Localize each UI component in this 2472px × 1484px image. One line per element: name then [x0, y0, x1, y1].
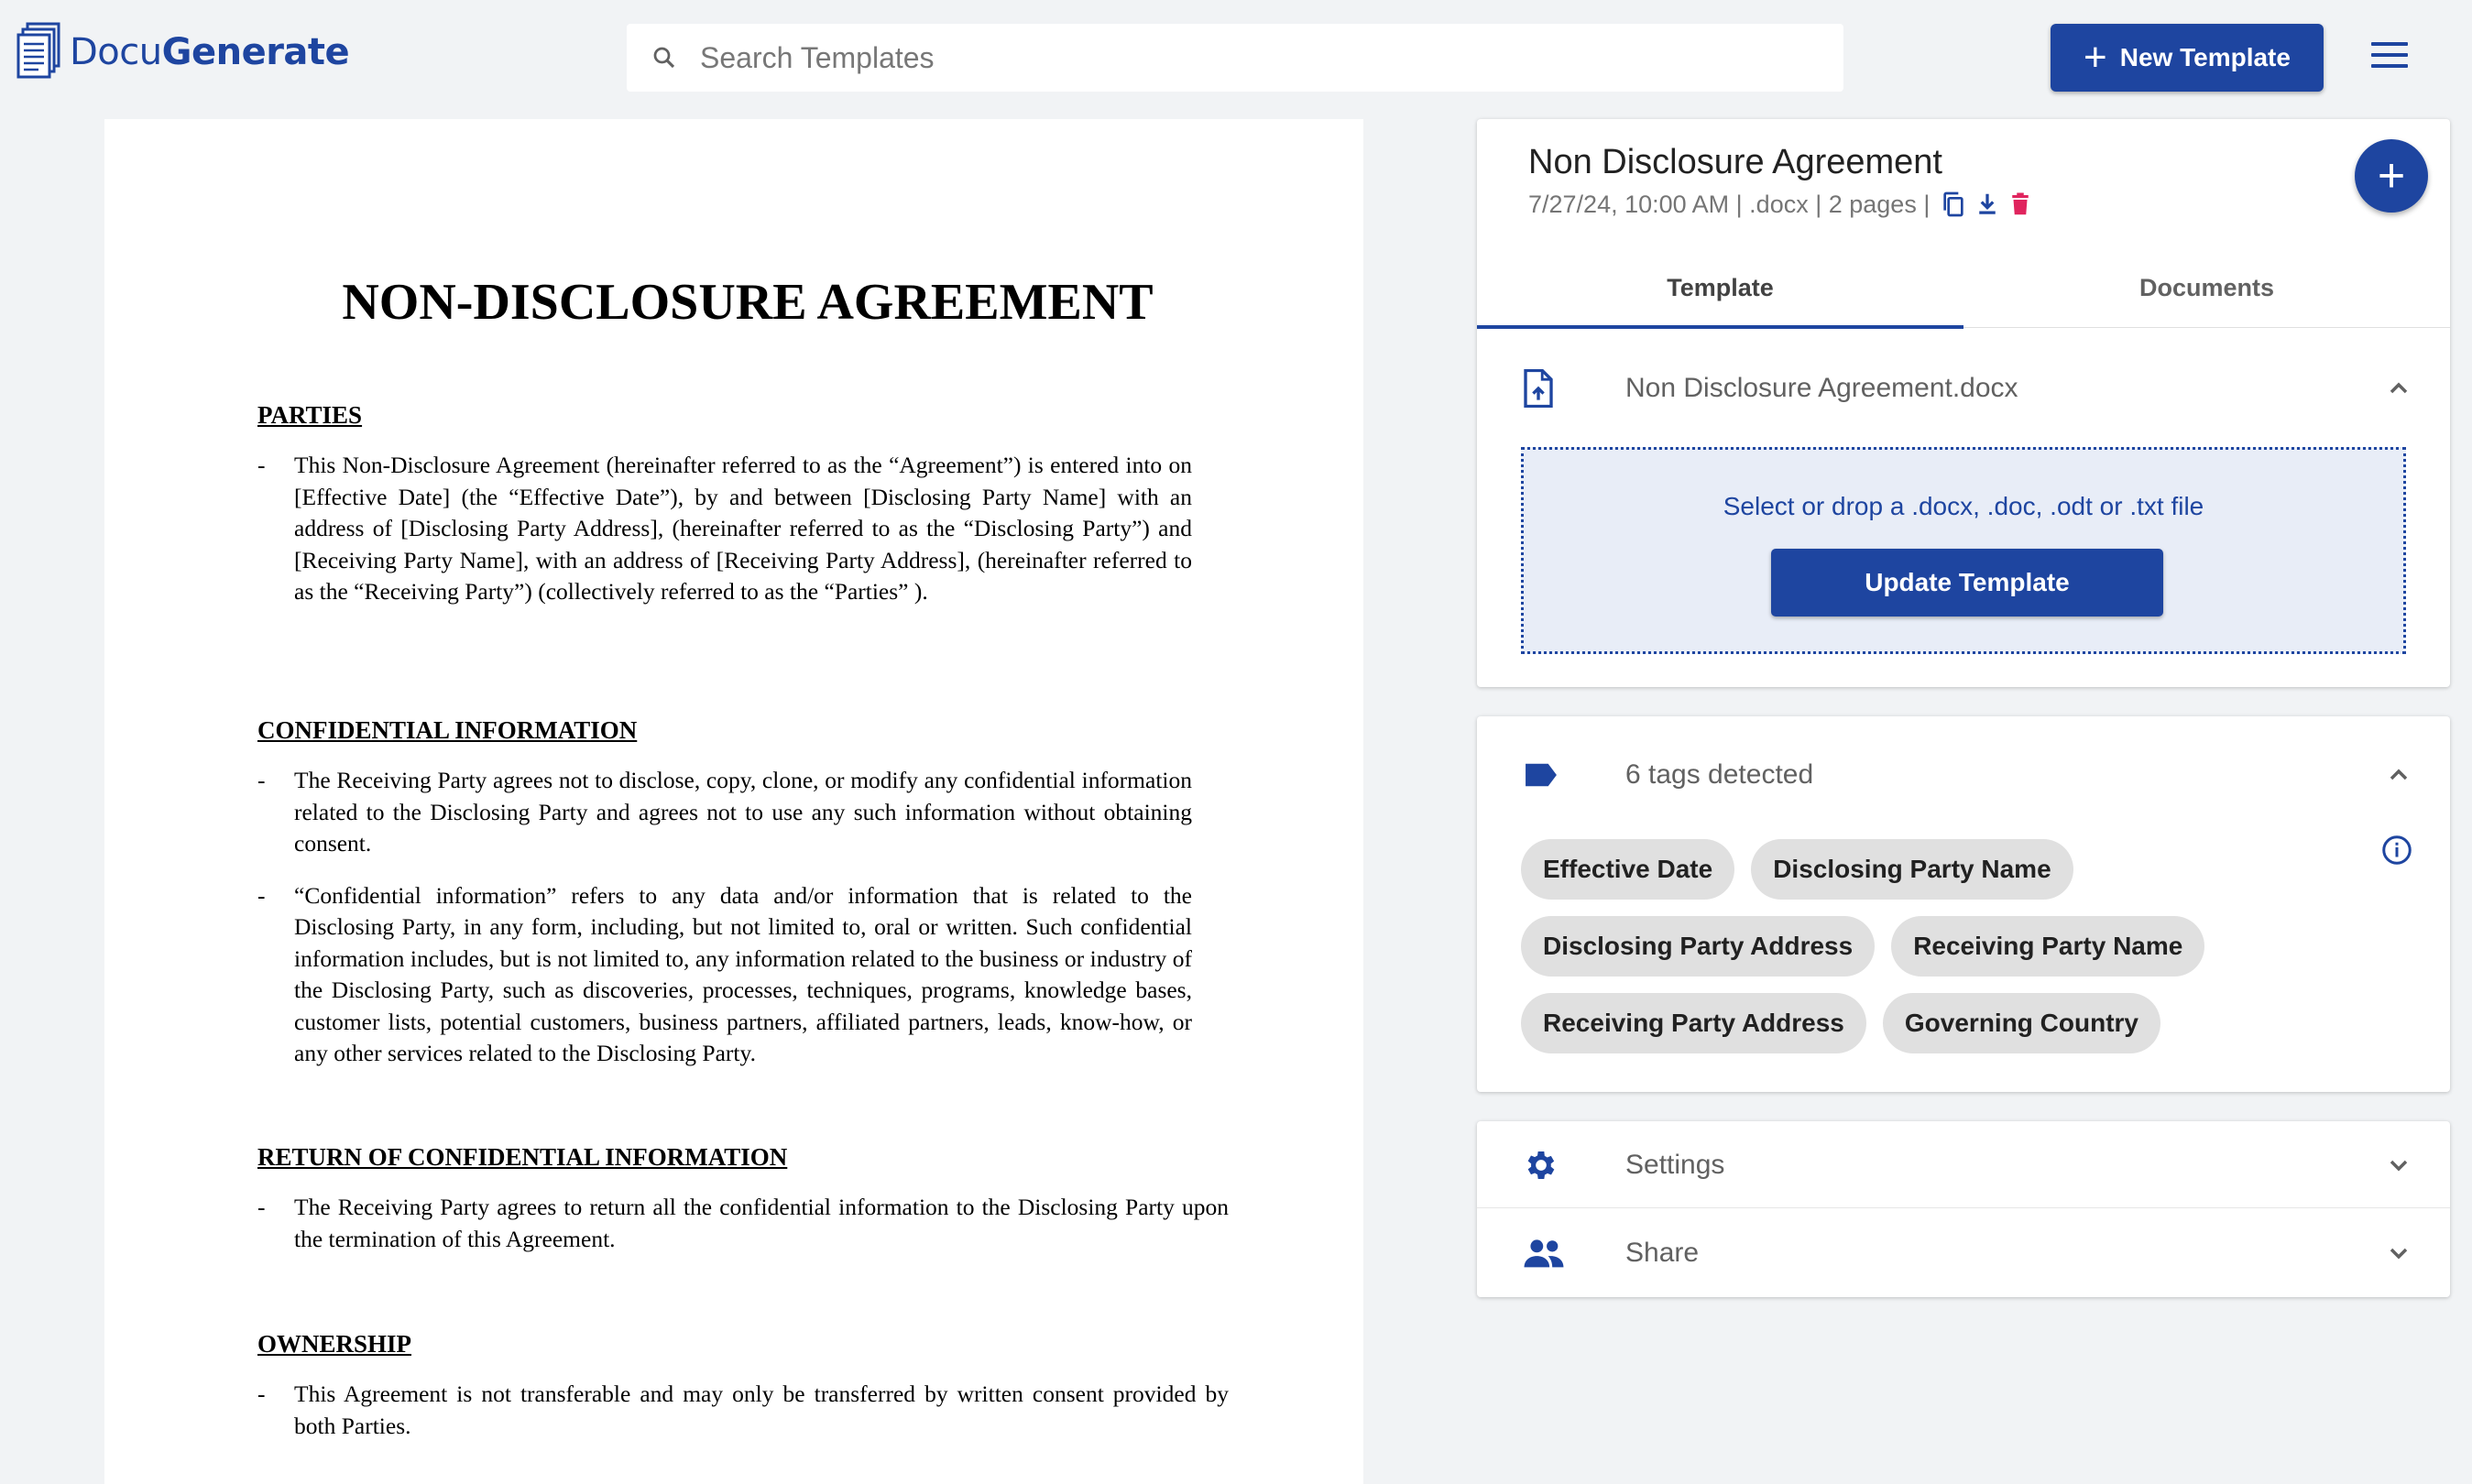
- template-title: Non Disclosure Agreement: [1528, 143, 1942, 181]
- document-title: NON-DISCLOSURE AGREEMENT: [342, 274, 1154, 331]
- document-preview: [104, 119, 1363, 1484]
- section-ownership: [257, 1330, 1229, 1462]
- tag-chip[interactable]: Disclosing Party Name: [1751, 839, 2073, 900]
- label-tag-icon: [1523, 760, 1559, 790]
- chevron-up-icon[interactable]: [2384, 760, 2413, 790]
- share-label: Share: [1625, 1238, 1700, 1268]
- section-heading: CONFIDENTIAL INFORMATION: [257, 716, 638, 744]
- template-file-name: Non Disclosure Agreement.docx: [1625, 373, 2018, 403]
- tab-template[interactable]: Template: [1477, 247, 1963, 328]
- hamburger-menu-icon[interactable]: [2371, 42, 2408, 71]
- documents-logo-icon: [16, 22, 62, 82]
- template-file-header[interactable]: [1477, 344, 2450, 432]
- download-icon[interactable]: [1974, 190, 2001, 219]
- update-template-button[interactable]: Update Template: [1771, 549, 2163, 617]
- add-fab-button[interactable]: [2355, 139, 2428, 213]
- tag-chip[interactable]: Governing Country: [1883, 993, 2160, 1053]
- share-header[interactable]: [1477, 1209, 2450, 1297]
- file-dropzone[interactable]: [1521, 447, 2406, 654]
- clause: - This Agreement is not transferable and may only be transferred by written consent provided by both Parties.: [257, 1379, 1229, 1442]
- settings-header[interactable]: [1477, 1121, 2450, 1209]
- dropzone-text: Select or drop a .docx, .doc, .odt or .txt file: [1723, 492, 2204, 520]
- tags-card: [1477, 716, 2450, 1092]
- template-meta: [1528, 189, 2034, 220]
- tag-chip[interactable]: Receiving Party Name: [1891, 916, 2204, 977]
- delete-icon[interactable]: [2007, 190, 2034, 219]
- divider: [1477, 1207, 2450, 1208]
- search-input[interactable]: [700, 41, 1799, 75]
- panel-tabs: [1477, 247, 2450, 328]
- plus-icon: +: [2084, 35, 2107, 80]
- new-template-label: New Template: [2119, 43, 2291, 71]
- tag-chip[interactable]: Disclosing Party Address: [1521, 916, 1875, 977]
- section-heading: RETURN OF CONFIDENTIAL INFORMATION: [257, 1143, 788, 1171]
- chevron-down-icon[interactable]: [2384, 1151, 2413, 1180]
- clause: - “Confidential information” refers to any data and/or information that is related to the Disclosing Party, in any form, including, but not limited to, oral or written. Such confidential information includes, but is not limited to, any information related to the business or industry of the Disclosing Party, such as discoveries, processes, techniques, programs, knowledge bases, customer lists, potential customers, business partners, affiliated partners, leads, know-how, or any other services related to the Disclosing Party.: [257, 880, 1192, 1070]
- new-template-button[interactable]: [2051, 24, 2324, 92]
- tag-chip[interactable]: Effective Date: [1521, 839, 1734, 900]
- section-confidential-information: [257, 716, 1229, 1090]
- section-heading: PARTIES: [257, 401, 363, 429]
- template-card: [1477, 119, 2450, 687]
- people-icon: [1523, 1237, 1565, 1270]
- section-parties: [257, 401, 1229, 628]
- tag-chip-list: [1521, 839, 2309, 1070]
- gear-icon: [1523, 1147, 1559, 1184]
- plus-icon: +: [2377, 149, 2406, 202]
- copy-icon[interactable]: [1939, 189, 1968, 220]
- tag-chip[interactable]: Receiving Party Address: [1521, 993, 1866, 1053]
- settings-share-card: [1477, 1121, 2450, 1297]
- tags-count: 6 tags detected: [1625, 759, 1814, 790]
- app-logo[interactable]: [16, 22, 349, 82]
- chevron-up-icon[interactable]: [2384, 374, 2413, 403]
- tab-documents[interactable]: Documents: [2138, 273, 2275, 301]
- chevron-down-icon[interactable]: [2384, 1238, 2413, 1268]
- clause: - This Non-Disclosure Agreement (hereinafter referred to as the “Agreement”) is entered into on [Effective Date] (the “Effective Date”), by and between [Disclosing Party Name] with an address of [Disclosing Party Address], (hereinafter referred to as the “Disclosing Party”) and [Receiving Party Name], with an address of [Receiving Party Address], (hereinafter referred to as the “Receiving Party”) (collectively referred to as the “Parties” ).: [257, 450, 1192, 608]
- top-bar: [0, 0, 2472, 115]
- file-upload-icon: [1523, 369, 1554, 408]
- clause: - The Receiving Party agrees to return all the confidential information to the Disclosing Party upon the termination of this Agreement.: [257, 1192, 1229, 1255]
- info-icon[interactable]: [2380, 834, 2413, 867]
- search-bar[interactable]: [627, 24, 1843, 92]
- settings-label: Settings: [1625, 1150, 1725, 1180]
- section-heading: OWNERSHIP: [257, 1330, 412, 1358]
- brand-name: DocuGenerate: [70, 31, 350, 73]
- search-icon: [651, 44, 678, 71]
- tags-header[interactable]: [1477, 731, 2450, 819]
- template-meta-text: 7/27/24, 10:00 AM | .docx | 2 pages |: [1528, 190, 1931, 218]
- section-return-confidential-information: [257, 1143, 1229, 1275]
- clause: - The Receiving Party agrees not to disclose, copy, clone, or modify any confidential information related to the Disclosing Party and agrees not to use any such information without obtaining consent.: [257, 765, 1192, 860]
